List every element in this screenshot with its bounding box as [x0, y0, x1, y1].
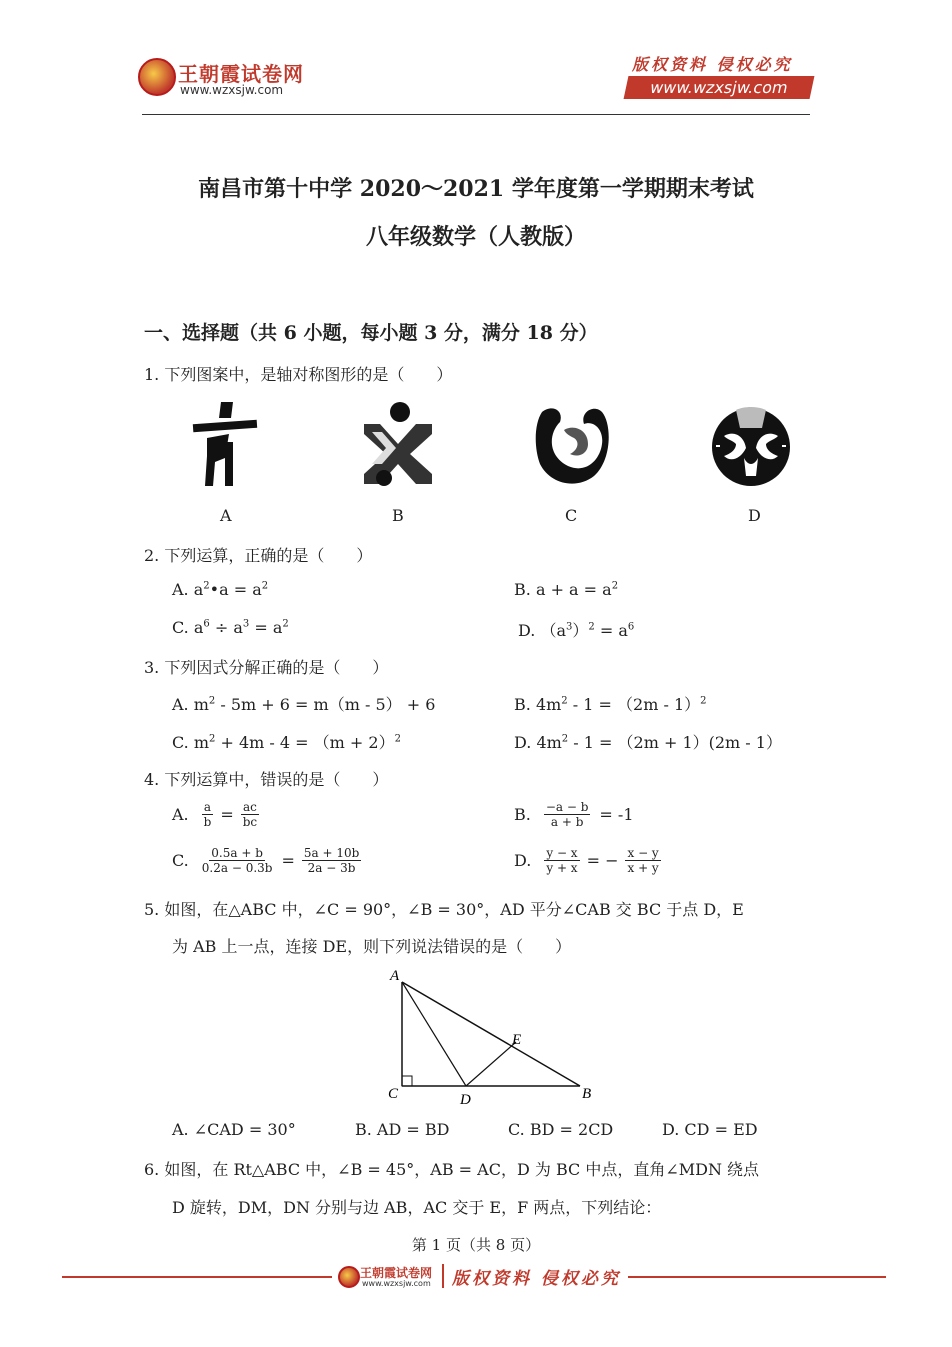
q1-label-c: C [565, 506, 578, 525]
q3-b-prefix: B. [514, 695, 531, 714]
q1-label-a: A [220, 506, 232, 525]
q4-b-eq: = -1 [599, 805, 634, 824]
q4-a-den1: b [203, 815, 212, 829]
footer-logo-name: 王朝霞试卷网 [360, 1266, 433, 1280]
q1-figure-d [710, 406, 792, 488]
right-angle-mark [402, 1076, 412, 1086]
q4-d-prefix: D. [514, 851, 532, 870]
q4-a-prefix: A. [172, 805, 189, 824]
q3-c-prefix: C. [172, 733, 189, 752]
site-logo-badge [138, 58, 176, 96]
segment-de [466, 1042, 516, 1086]
q3-b-exp2: 2 [700, 695, 707, 707]
q3-d-m: 4m [536, 733, 562, 752]
q3-b-m: 4m [535, 695, 562, 714]
q4-c-frac1 [200, 846, 275, 875]
q4-option-a [172, 800, 262, 829]
q1-label-b: B [392, 506, 404, 525]
q3-a-rest: - 5m + 6 = m（m - 5） + 6 [215, 695, 436, 714]
q5-option-d: D. CD = ED [662, 1120, 758, 1139]
q2-option-c [172, 618, 289, 637]
q5-triangle-figure [384, 964, 598, 1108]
q3-option-d [514, 730, 782, 753]
label-d: D [460, 1092, 471, 1108]
q4-option-c [172, 846, 364, 875]
question-5-line1: 5. 如图，在△ABC 中，∠C = 90°，∠B = 30°，AD 平分∠CAB 交 BC 于点 D，E [144, 900, 744, 919]
q4-a-frac1 [202, 800, 214, 829]
q2-b-text: a + a = a [535, 580, 612, 599]
question-3-stem: 3. 下列因式分解正确的是（ ） [144, 658, 389, 677]
q4-b-prefix: B. [514, 805, 531, 824]
q5-option-c: C. BD = 2CD [508, 1120, 614, 1139]
q3-c-m: m [193, 733, 210, 752]
q4-c-prefix: C. [172, 851, 189, 870]
q4-c-den2: 2a − 3b [307, 861, 356, 875]
q4-a-num2: ac [243, 800, 257, 814]
question-4-stem: 4. 下列运算中，错误的是（ ） [144, 770, 389, 789]
q2-d-end: = a [594, 621, 628, 640]
q2-d-exp1: 3 [565, 621, 573, 633]
q2-a-op: •a = a [209, 580, 262, 599]
q4-b-num1: −a − b [545, 800, 589, 814]
question-6-line1: 6. 如图，在 Rt△ABC 中，∠B = 45°，AB = AC，D 为 BC 中点，直角∠MDN 绕点 [144, 1160, 760, 1179]
q1-figure-a [185, 398, 265, 490]
q4-a-eq: = [220, 805, 234, 824]
q4-c-num1: 0.5a + b [211, 846, 263, 860]
q4-a-frac2 [241, 800, 259, 829]
q3-option-a [172, 692, 435, 715]
q4-d-num2: x − y [627, 846, 659, 860]
q4-c-num2: 5a + 10b [303, 846, 360, 860]
q4-d-frac1 [544, 846, 579, 875]
header-logo-url[interactable]: www.wzxsjw.com [180, 83, 284, 97]
q4-d-den1: y + x [546, 861, 578, 875]
q2-option-a [172, 580, 268, 599]
q1-figure-c [534, 404, 610, 486]
page-number: 第 1 页（共 8 页） [411, 1236, 541, 1254]
label-e: E [512, 1032, 522, 1048]
q4-d-num1: y − x [546, 846, 578, 860]
q4-b-den1: a + b [550, 815, 584, 829]
question-1-stem: 1. 下列图案中，是轴对称图形的是（ ） [144, 365, 453, 384]
q3-d-rest: - 1 = （2m + 1）(2m - 1） [568, 733, 782, 752]
header-logo-name: 王朝霞试卷网 [178, 62, 304, 86]
q2-c-mid: ÷ a [209, 618, 243, 637]
q3-a-exp: 2 [208, 695, 216, 707]
q4-option-d [514, 846, 664, 875]
q4-a-den2: bc [242, 815, 258, 829]
q4-d-den2: x + y [627, 861, 659, 875]
q1-label-d: D [748, 506, 761, 525]
q3-d-exp: 2 [561, 733, 569, 745]
q2-a-exp1: 2 [203, 580, 210, 592]
footer-line-left [62, 1276, 332, 1278]
q2-a-exp2: 2 [261, 580, 269, 592]
q2-option-b [514, 580, 618, 599]
q2-c-exp1: 6 [203, 618, 210, 630]
q3-c-rest: + 4m - 4 = （m + 2） [215, 733, 395, 752]
q3-option-c [172, 730, 401, 753]
q3-a-m: m [193, 695, 209, 714]
section-heading: 一、选择题（共 6 小题，每小题 3 分，满分 18 分） [144, 322, 598, 344]
q2-c-prefix: C. [172, 618, 189, 637]
q4-a-num1: a [203, 800, 212, 814]
q2-d-exp2: 2 [588, 621, 595, 633]
header-slogan: 版权资料 侵权必究 [632, 55, 793, 74]
q5-option-a: A. ∠CAD = 30° [172, 1120, 296, 1139]
q4-d-eq: = − [586, 851, 619, 870]
q2-d-exp3: 6 [627, 621, 635, 633]
q4-c-den1: 0.2a − 0.3b [201, 861, 273, 875]
footer-slogan: 版权资料 侵权必究 [452, 1269, 621, 1289]
q3-a-prefix: A. [172, 695, 189, 714]
exam-subtitle: 八年级数学（人教版） [365, 224, 586, 250]
header-divider [142, 114, 810, 115]
q3-b-exp: 2 [561, 695, 568, 707]
header-url-box[interactable]: www.wzxsjw.com [624, 76, 815, 99]
q4-c-eq: = [281, 851, 295, 870]
label-c: C [388, 1086, 399, 1102]
segment-ad [402, 982, 466, 1086]
q4-option-b [514, 800, 634, 829]
q3-b-rest: - 1 = （2m - 1） [567, 695, 701, 714]
q4-c-frac2 [302, 846, 361, 875]
q2-c-end: = a [249, 618, 283, 637]
q3-d-prefix: D. [514, 733, 532, 752]
q2-c-exp2: 3 [242, 618, 250, 630]
q2-a-base: a [193, 580, 204, 599]
q2-b-prefix: B. [514, 580, 531, 599]
q4-d-frac2 [625, 846, 660, 875]
q2-d-open: （a [540, 621, 566, 640]
q3-c-exp: 2 [209, 733, 216, 745]
q2-c-exp3: 2 [282, 618, 289, 630]
exam-title: 南昌市第十中学 2020～2021 学年度第一学期期末考试 [198, 176, 754, 202]
question-2-stem: 2. 下列运算，正确的是（ ） [144, 546, 373, 565]
q3-c-exp2: 2 [394, 733, 401, 745]
q2-c-base: a [193, 618, 204, 637]
q2-a-prefix: A. [172, 580, 189, 599]
q3-option-b [514, 692, 707, 715]
question-6-line2: D 旋转，DM，DN 分别与边 AB，AC 交于 E，F 两点，下列结论： [172, 1198, 662, 1217]
side-ab [402, 982, 580, 1086]
footer-logo-badge [338, 1266, 360, 1288]
footer-line-right [628, 1276, 886, 1278]
q2-option-d [518, 618, 634, 641]
q1-figure-b [360, 402, 436, 488]
footer-separator [442, 1264, 444, 1288]
footer-logo-url[interactable]: www.wzxsjw.com [362, 1279, 431, 1288]
q4-b-frac1 [544, 800, 591, 829]
q2-b-exp: 2 [611, 580, 619, 592]
question-5-line2: 为 AB 上一点，连接 DE，则下列说法错误的是（ ） [172, 937, 572, 956]
q5-option-b: B. AD = BD [355, 1120, 450, 1139]
label-a: A [390, 968, 400, 984]
label-b: B [582, 1086, 592, 1102]
q2-d-prefix: D. [518, 621, 536, 640]
q2-d-close: ） [572, 621, 589, 640]
